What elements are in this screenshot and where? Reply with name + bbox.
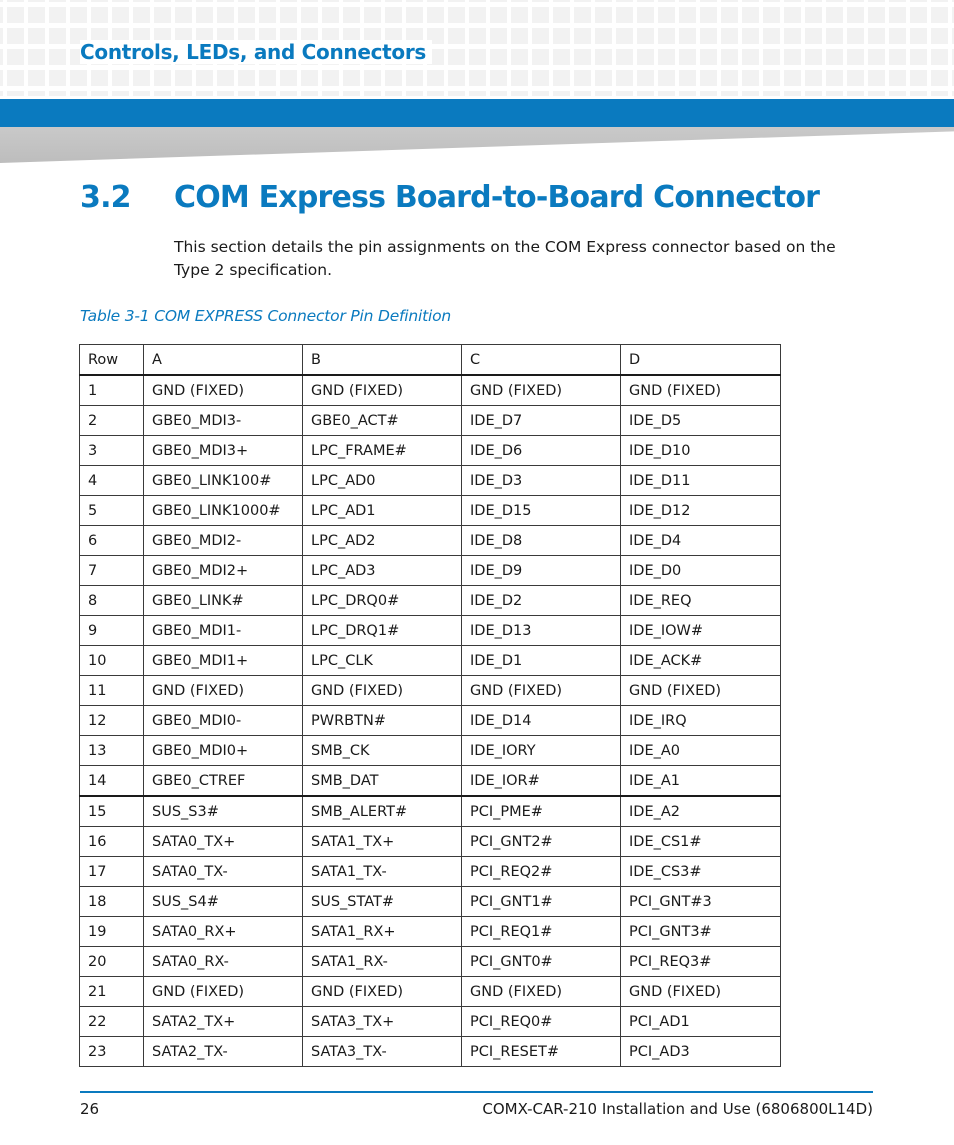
pin-signal-cell: GND (FIXED) <box>144 676 303 706</box>
pin-signal-cell: PCI_GNT2# <box>462 827 621 857</box>
table-row <box>80 586 781 616</box>
pin-signal-cell: IDE_D5 <box>621 406 781 436</box>
pin-signal-cell: IDE_IORY <box>462 736 621 766</box>
row-number-cell: 20 <box>80 947 144 977</box>
pin-signal-cell: GBE0_MDI1- <box>144 616 303 646</box>
row-number-cell: 5 <box>80 496 144 526</box>
table-row <box>80 917 781 947</box>
pin-signal-cell: GBE0_CTREF <box>144 766 303 797</box>
pin-signal-cell: PCI_GNT#3 <box>621 887 781 917</box>
pin-signal-cell: PCI_REQ1# <box>462 917 621 947</box>
pin-signal-cell: IDE_D8 <box>462 526 621 556</box>
row-number-cell: 12 <box>80 706 144 736</box>
pin-signal-cell: IDE_IOW# <box>621 616 781 646</box>
pin-signal-cell: IDE_D9 <box>462 556 621 586</box>
pin-signal-cell: PCI_PME# <box>462 796 621 827</box>
table-row <box>80 1007 781 1037</box>
pin-signal-cell: SMB_CK <box>303 736 462 766</box>
pin-signal-cell: IDE_D15 <box>462 496 621 526</box>
table-row <box>80 1037 781 1067</box>
pin-signal-cell: IDE_D10 <box>621 436 781 466</box>
pin-signal-cell: IDE_D12 <box>621 496 781 526</box>
pin-signal-cell: GBE0_MDI3- <box>144 406 303 436</box>
pin-signal-cell: SUS_S3# <box>144 796 303 827</box>
column-header: D <box>621 345 781 376</box>
row-number-cell: 22 <box>80 1007 144 1037</box>
table-row <box>80 676 781 706</box>
header-band <box>0 99 954 127</box>
header-wedge <box>0 127 954 163</box>
pin-signal-cell: IDE_REQ <box>621 586 781 616</box>
pin-signal-cell: SUS_S4# <box>144 887 303 917</box>
table-row <box>80 977 781 1007</box>
pin-signal-cell: SATA1_TX- <box>303 857 462 887</box>
table-row <box>80 466 781 496</box>
pin-signal-cell: PCI_RESET# <box>462 1037 621 1067</box>
pin-signal-cell: GBE0_LINK100# <box>144 466 303 496</box>
row-number-cell: 21 <box>80 977 144 1007</box>
table-row <box>80 827 781 857</box>
pin-signal-cell: GBE0_MDI0+ <box>144 736 303 766</box>
row-number-cell: 4 <box>80 466 144 496</box>
row-number-cell: 3 <box>80 436 144 466</box>
table-row <box>80 857 781 887</box>
table-header-row <box>80 345 781 376</box>
pin-signal-cell: SATA1_RX- <box>303 947 462 977</box>
pin-signal-cell: PCI_GNT3# <box>621 917 781 947</box>
pin-signal-cell: GND (FIXED) <box>144 977 303 1007</box>
table-row <box>80 646 781 676</box>
pin-signal-cell: IDE_CS3# <box>621 857 781 887</box>
table-row <box>80 706 781 736</box>
table-row <box>80 766 781 797</box>
page-heading <box>80 180 819 215</box>
pin-signal-cell: GBE0_MDI0- <box>144 706 303 736</box>
table-row <box>80 556 781 586</box>
heading-title: COM Express Board-to-Board Connector <box>174 180 820 215</box>
intro-paragraph: This section details the pin assignments on the COM Express connector based on the Type 2 specification. <box>174 238 836 279</box>
footer-rule <box>80 1091 873 1093</box>
table-row <box>80 526 781 556</box>
pin-signal-cell: IDE_D4 <box>621 526 781 556</box>
table-row <box>80 947 781 977</box>
pin-signal-cell: IDE_D2 <box>462 586 621 616</box>
pin-signal-cell: GBE0_MDI3+ <box>144 436 303 466</box>
pin-signal-cell: SATA1_TX+ <box>303 827 462 857</box>
table-row <box>80 736 781 766</box>
pin-definition-table <box>79 344 781 1067</box>
pin-signal-cell: GND (FIXED) <box>303 676 462 706</box>
pin-signal-cell: IDE_IRQ <box>621 706 781 736</box>
pin-signal-cell: SUS_STAT# <box>303 887 462 917</box>
pin-signal-cell: IDE_D13 <box>462 616 621 646</box>
pin-signal-cell: LPC_FRAME# <box>303 436 462 466</box>
pin-signal-cell: GBE0_MDI1+ <box>144 646 303 676</box>
row-number-cell: 23 <box>80 1037 144 1067</box>
row-number-cell: 11 <box>80 676 144 706</box>
pin-signal-cell: IDE_ACK# <box>621 646 781 676</box>
table-row <box>80 496 781 526</box>
pin-signal-cell: IDE_A1 <box>621 766 781 797</box>
row-number-cell: 7 <box>80 556 144 586</box>
pin-signal-cell: IDE_A0 <box>621 736 781 766</box>
pin-signal-cell: SMB_ALERT# <box>303 796 462 827</box>
pin-signal-cell: SATA0_RX+ <box>144 917 303 947</box>
heading-number: 3.2 <box>80 180 131 215</box>
column-header: C <box>462 345 621 376</box>
table-row <box>80 406 781 436</box>
pin-signal-cell: IDE_A2 <box>621 796 781 827</box>
pin-signal-cell: GND (FIXED) <box>621 676 781 706</box>
pin-signal-cell: IDE_D1 <box>462 646 621 676</box>
pin-signal-cell: GND (FIXED) <box>621 375 781 406</box>
pin-signal-cell: GBE0_MDI2+ <box>144 556 303 586</box>
row-number-cell: 10 <box>80 646 144 676</box>
row-number-cell: 17 <box>80 857 144 887</box>
pin-signal-cell: SMB_DAT <box>303 766 462 797</box>
pin-signal-cell: PCI_AD3 <box>621 1037 781 1067</box>
row-number-cell: 1 <box>80 375 144 406</box>
pin-signal-cell: IDE_D14 <box>462 706 621 736</box>
pin-signal-cell: PCI_GNT1# <box>462 887 621 917</box>
pin-signal-cell: IDE_IOR# <box>462 766 621 797</box>
row-number-cell: 6 <box>80 526 144 556</box>
pin-signal-cell: GND (FIXED) <box>303 375 462 406</box>
pin-signal-cell: SATA3_TX- <box>303 1037 462 1067</box>
table-row <box>80 616 781 646</box>
pin-signal-cell: SATA0_TX- <box>144 857 303 887</box>
table-row <box>80 436 781 466</box>
pin-signal-cell: PWRBTN# <box>303 706 462 736</box>
pin-signal-cell: SATA3_TX+ <box>303 1007 462 1037</box>
pin-signal-cell: LPC_DRQ0# <box>303 586 462 616</box>
pin-signal-cell: PCI_GNT0# <box>462 947 621 977</box>
pin-signal-cell: LPC_AD2 <box>303 526 462 556</box>
table-caption: Table 3-1 COM EXPRESS Connector Pin Definition <box>80 307 452 325</box>
pin-signal-cell: LPC_AD1 <box>303 496 462 526</box>
table-row <box>80 375 781 406</box>
pin-signal-cell: SATA0_RX- <box>144 947 303 977</box>
row-number-cell: 15 <box>80 796 144 827</box>
table-body <box>80 375 781 1067</box>
pin-signal-cell: IDE_D7 <box>462 406 621 436</box>
pin-signal-cell: GND (FIXED) <box>462 375 621 406</box>
pin-signal-cell: LPC_CLK <box>303 646 462 676</box>
pin-signal-cell: GBE0_LINK# <box>144 586 303 616</box>
pin-signal-cell: GND (FIXED) <box>621 977 781 1007</box>
column-header: A <box>144 345 303 376</box>
pin-signal-cell: GND (FIXED) <box>144 375 303 406</box>
pin-signal-cell: GND (FIXED) <box>462 977 621 1007</box>
row-number-cell: 14 <box>80 766 144 797</box>
column-header: Row <box>80 345 144 376</box>
pin-signal-cell: PCI_REQ2# <box>462 857 621 887</box>
running-section-title: Controls, LEDs, and Connectors <box>80 40 432 64</box>
column-header: B <box>303 345 462 376</box>
pin-signal-cell: IDE_CS1# <box>621 827 781 857</box>
row-number-cell: 13 <box>80 736 144 766</box>
pin-signal-cell: SATA0_TX+ <box>144 827 303 857</box>
pin-signal-cell: IDE_D3 <box>462 466 621 496</box>
pin-signal-cell: IDE_D0 <box>621 556 781 586</box>
pin-signal-cell: SATA2_TX- <box>144 1037 303 1067</box>
pin-signal-cell: LPC_AD3 <box>303 556 462 586</box>
row-number-cell: 16 <box>80 827 144 857</box>
row-number-cell: 18 <box>80 887 144 917</box>
pin-signal-cell: GND (FIXED) <box>462 676 621 706</box>
row-number-cell: 9 <box>80 616 144 646</box>
pin-signal-cell: PCI_REQ0# <box>462 1007 621 1037</box>
row-number-cell: 8 <box>80 586 144 616</box>
pin-signal-cell: SATA2_TX+ <box>144 1007 303 1037</box>
pin-signal-cell: LPC_DRQ1# <box>303 616 462 646</box>
table-row <box>80 796 781 827</box>
pin-signal-cell: IDE_D11 <box>621 466 781 496</box>
pin-signal-cell: PCI_AD1 <box>621 1007 781 1037</box>
page-number: 26 <box>80 1100 100 1118</box>
row-number-cell: 19 <box>80 917 144 947</box>
pin-signal-cell: LPC_AD0 <box>303 466 462 496</box>
document-title: COMX-CAR-210 Installation and Use (6806800L14D) <box>482 1100 873 1118</box>
pin-signal-cell: GBE0_ACT# <box>303 406 462 436</box>
pin-signal-cell: GND (FIXED) <box>303 977 462 1007</box>
pin-signal-cell: SATA1_RX+ <box>303 917 462 947</box>
row-number-cell: 2 <box>80 406 144 436</box>
pin-signal-cell: GBE0_MDI2- <box>144 526 303 556</box>
table-row <box>80 887 781 917</box>
pin-signal-cell: GBE0_LINK1000# <box>144 496 303 526</box>
pin-signal-cell: IDE_D6 <box>462 436 621 466</box>
pin-signal-cell: PCI_REQ3# <box>621 947 781 977</box>
